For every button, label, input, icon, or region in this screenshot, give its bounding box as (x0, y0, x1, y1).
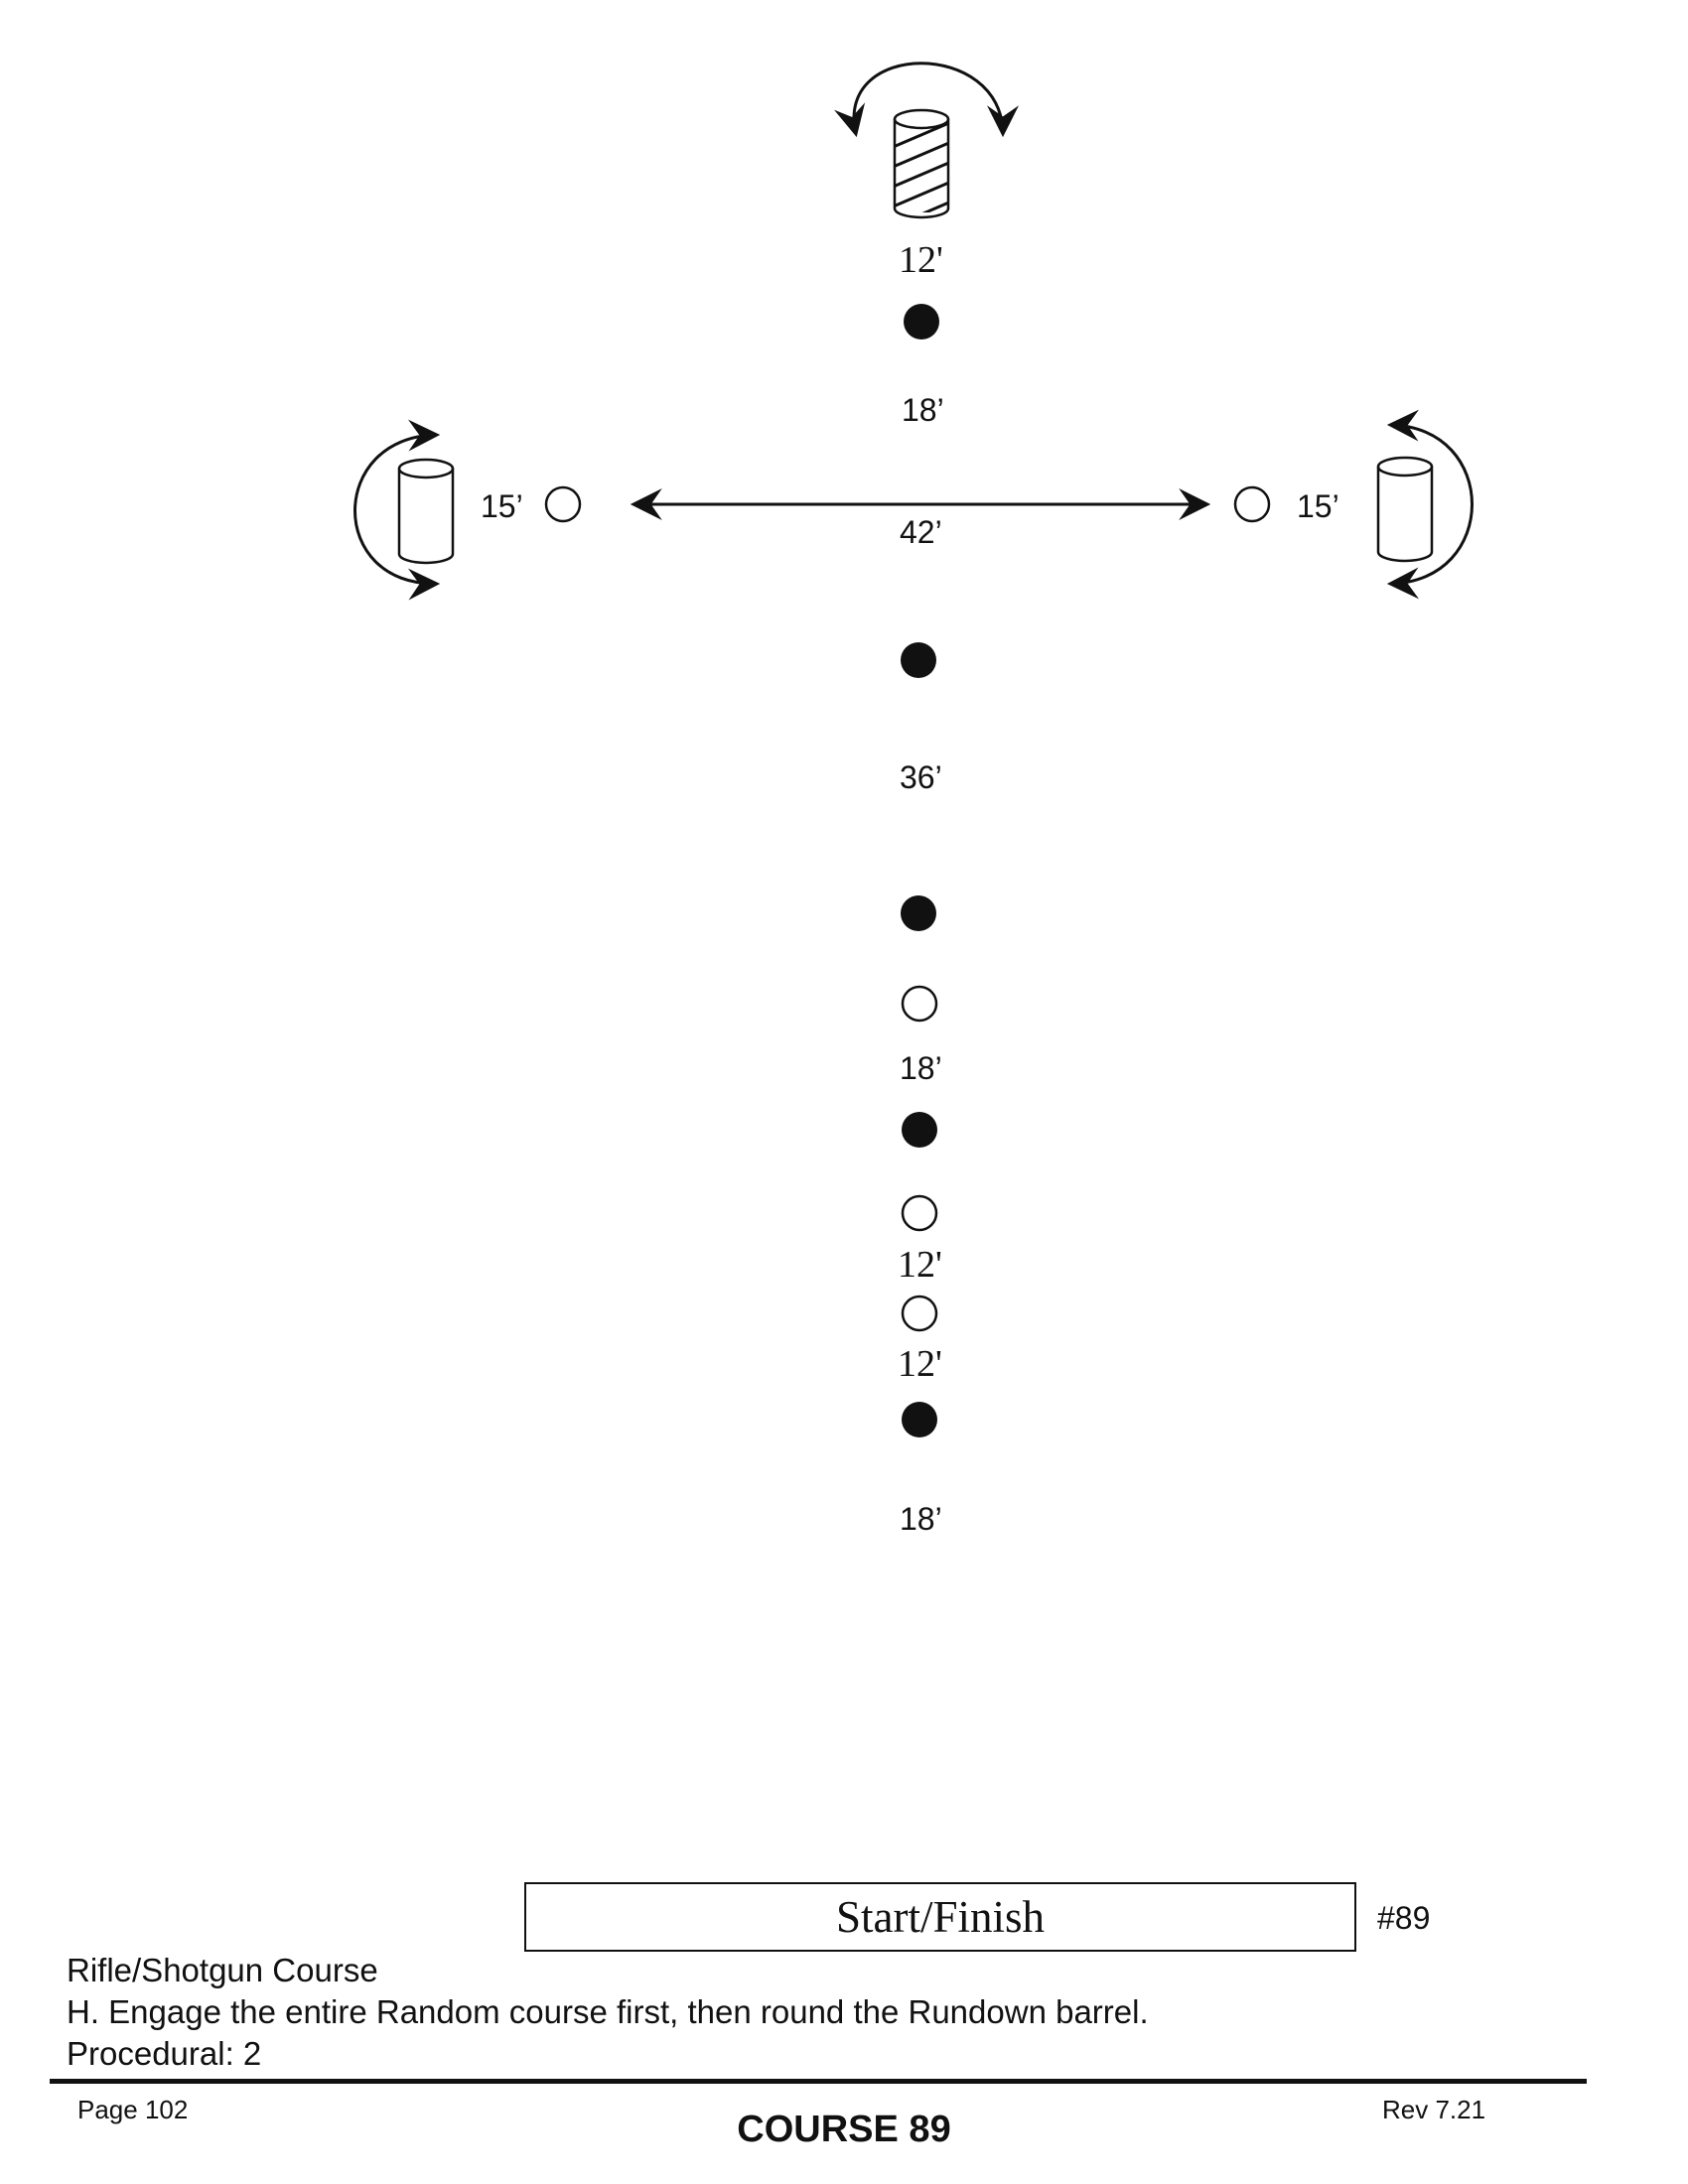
distance-label-36: 36’ (900, 759, 942, 795)
cone-open-left (546, 487, 580, 521)
cone-filled-2 (901, 642, 936, 678)
course-number-tag: #89 (1377, 1900, 1431, 1936)
cone-open-2 (903, 1196, 936, 1230)
rundown-barrel (889, 110, 958, 228)
cone-filled-4 (902, 1112, 937, 1148)
distance-label-left-15: 15’ (481, 488, 523, 524)
distance-label-18-mid: 18’ (900, 1050, 942, 1086)
distance-label-12-a: 12' (898, 1244, 942, 1286)
footer-divider (50, 2079, 1587, 2084)
cone-filled-1 (904, 304, 939, 340)
distance-label-12-b: 12' (898, 1343, 942, 1385)
cone-open-1 (903, 987, 936, 1021)
description-line-2: H. Engage the entire Random course first, then round the Rundown barrel. (67, 1993, 1149, 2030)
cone-filled-5 (902, 1402, 937, 1437)
page-number: Page 102 (77, 2095, 189, 2124)
start-finish-box (524, 1882, 1356, 1952)
distance-label-42: 42’ (900, 514, 942, 550)
revision-label: Rev 7.21 (1382, 2095, 1486, 2124)
description-line-1: Rifle/Shotgun Course (67, 1952, 378, 1988)
right-barrel (1378, 458, 1432, 561)
left-barrel (399, 460, 453, 563)
distance-label-right-15: 15’ (1297, 488, 1339, 524)
distance-label-18-top: 18’ (902, 392, 944, 428)
distance-label-top-12: 12' (899, 239, 943, 281)
distance-label-18-bottom: 18’ (900, 1501, 942, 1537)
course-description (67, 1950, 1149, 2075)
cone-filled-3 (901, 895, 936, 931)
rotation-arrow-left (355, 435, 438, 584)
description-line-3: Procedural: 2 (67, 2035, 262, 2072)
cone-open-right (1235, 487, 1269, 521)
start-finish-label: Start/Finish (835, 1892, 1046, 1942)
cone-open-3 (903, 1297, 936, 1330)
course-title: COURSE 89 (737, 2109, 951, 2150)
